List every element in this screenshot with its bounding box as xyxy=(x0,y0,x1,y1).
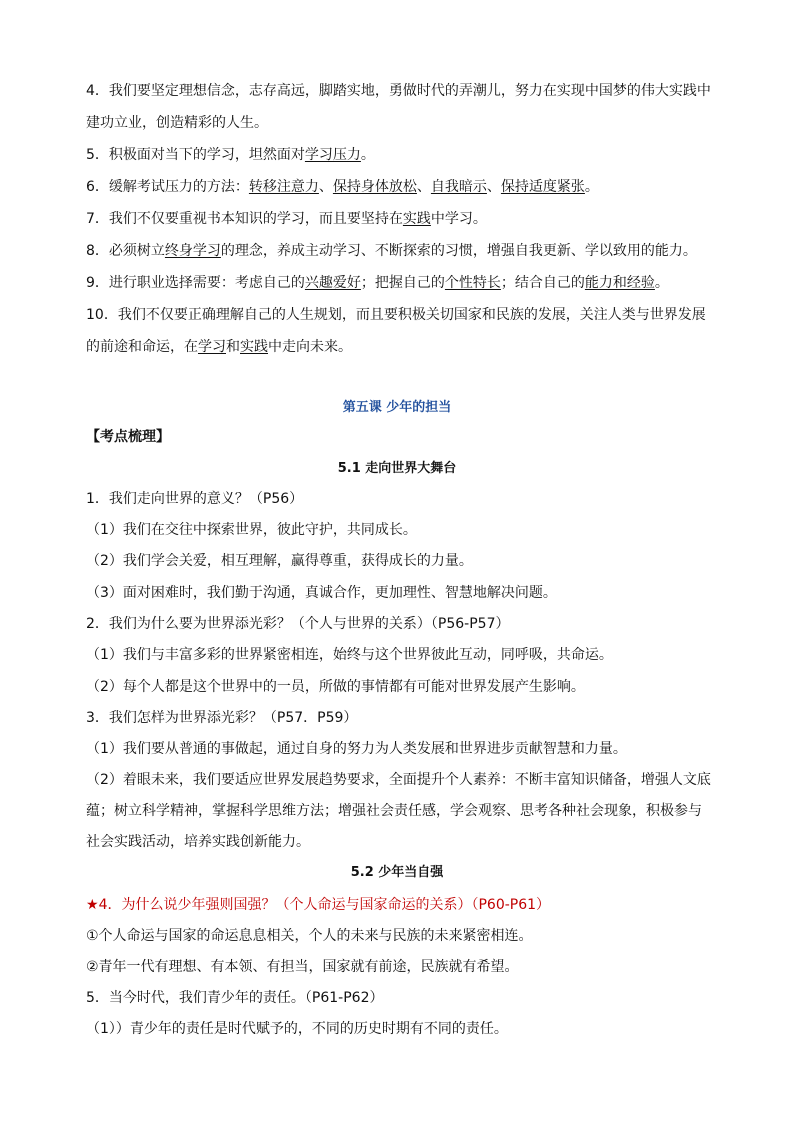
question-1: 1．我们走向世界的意义？（P56） xyxy=(86,491,304,507)
separator: 、 xyxy=(318,179,333,195)
separator: 、 xyxy=(486,179,501,195)
item-8-text: 8．必须树立 xyxy=(86,243,165,259)
item-7-text: 7．我们不仅要重视书本知识的学习，而且要坚持在 xyxy=(86,211,403,227)
answer-1-1: （1）我们在交往中探索世界，彼此守护，共同成长。 xyxy=(86,522,417,538)
item-6 xyxy=(86,178,724,196)
item-6-text: 6．缓解考试压力的方法： xyxy=(86,179,249,195)
underlined-keyword: 自我暗示 xyxy=(430,179,487,195)
underlined-keyword: 学习 xyxy=(198,339,226,355)
question-3: 3．我们怎样为世界添光彩？（P57．P59） xyxy=(86,710,358,726)
item-10-text: 的前途和命运，在 xyxy=(86,339,198,355)
underlined-keyword: 能力和经验 xyxy=(584,275,655,291)
item-10-line-1: 10．我们不仅要正确理解自己的人生规划，而且要积极关切国家和民族的发展，关注人类与世界发展 xyxy=(86,307,706,323)
underlined-keyword: 保持身体放松 xyxy=(332,179,417,195)
item-8-end: 的理念，养成主动学习、不断探索的习惯，增强自我更新、学以致用的能力。 xyxy=(220,243,697,259)
underlined-keyword: 实践 xyxy=(402,211,431,227)
answer-3-2-line-1: （2）着眼未来，我们要适应世界发展趋势要求，全面提升个人素养：不断丰富知识储备，增强人文底 xyxy=(86,772,711,788)
item-5-text: 5．积极面对当下的学习，坦然面对 xyxy=(86,147,305,163)
answer-3-2-line-2: 蕴；树立科学精神，掌握科学思维方法；增强社会责任感，学会观察、思考各种社会现象，积极参与 xyxy=(86,803,702,819)
answer-1-2: （2）我们学会关爱，相互理解，赢得尊重，获得成长的力量。 xyxy=(86,553,473,569)
answer-1-3: （3）面对困难时，我们勤于沟通，真诚合作，更加理性、智慧地解决问题。 xyxy=(86,585,557,601)
lesson-title: 第五课 少年的担当 xyxy=(342,400,452,415)
question-2: 2．我们为什么要为世界添光彩？（个人与世界的关系）（P56-P57） xyxy=(86,616,510,632)
item-7 xyxy=(86,210,724,228)
question-4 xyxy=(86,896,724,914)
answer-4-2: ②青年一代有理想、有本领、有担当，国家就有前途，民族就有希望。 xyxy=(86,959,519,975)
underlined-keyword: 个性特长 xyxy=(444,275,501,291)
item-9-mid: ；把握自己的 xyxy=(360,275,445,291)
item-4-line-2: 建功立业，创造精彩的人生。 xyxy=(86,115,268,131)
item-10-mid: 和 xyxy=(226,339,240,355)
item-6-end: 。 xyxy=(584,179,599,195)
underlined-keyword: 实践 xyxy=(240,339,268,355)
item-9-mid: ；结合自己的 xyxy=(500,275,585,291)
answer-2-2: （2）每个人都是这个世界中的一员，所做的事情都有可能对世界发展产生影响。 xyxy=(86,679,585,695)
question-4-text: 4．为什么说少年强则国强？（个人命运与国家命运的关系）（P60-P61） xyxy=(98,897,551,913)
answer-3-1: （1）我们要从普通的事做起，通过自身的努力为人类发展和世界进步贡献智慧和力量。 xyxy=(86,741,627,757)
item-8 xyxy=(86,242,724,260)
answer-3-2-line-3: 社会实践活动，培养实践创新能力。 xyxy=(86,834,310,850)
item-5-end: 。 xyxy=(360,147,375,163)
answer-4-1: ①个人命运与国家的命运息息相关，个人的未来与民族的未来紧密相连。 xyxy=(86,928,533,944)
section-tag: 【考点梳理】 xyxy=(86,429,170,445)
star-icon: ★ xyxy=(86,897,99,913)
question-5: 5．当今时代，我们青少年的责任。（P61-P62） xyxy=(86,990,384,1006)
item-7-end: 中学习。 xyxy=(430,211,487,227)
section-5-2-title: 5.2 少年当自强 xyxy=(350,865,444,880)
item-5 xyxy=(86,146,724,164)
item-9-end: 。 xyxy=(654,275,669,291)
underlined-keyword: 转移注意力 xyxy=(248,179,319,195)
underlined-keyword: 保持适度紧张 xyxy=(500,179,585,195)
separator: 、 xyxy=(416,179,431,195)
item-10-end: 中走向未来。 xyxy=(268,339,352,355)
item-9 xyxy=(86,274,724,292)
underlined-keyword: 兴趣爱好 xyxy=(304,275,361,291)
item-9-text: 9．进行职业选择需要：考虑自己的 xyxy=(86,275,305,291)
answer-2-1: （1）我们与丰富多彩的世界紧密相连，始终与这个世界彼此互动，同呼吸，共命运。 xyxy=(86,647,613,663)
item-10-line-2 xyxy=(86,338,724,356)
item-4-line-1: 4．我们要坚定理想信念，志存高远，脚踏实地，勇做时代的弄潮儿，努力在实现中国梦的伟大实践中 xyxy=(86,83,711,99)
underlined-keyword: 终身学习 xyxy=(164,243,221,259)
answer-5-1: （1））青少年的责任是时代赋予的，不同的历史时期有不同的责任。 xyxy=(86,1021,508,1037)
section-5-1-title: 5.1 走向世界大舞台 xyxy=(337,461,457,476)
underlined-keyword: 学习压力 xyxy=(304,147,361,163)
